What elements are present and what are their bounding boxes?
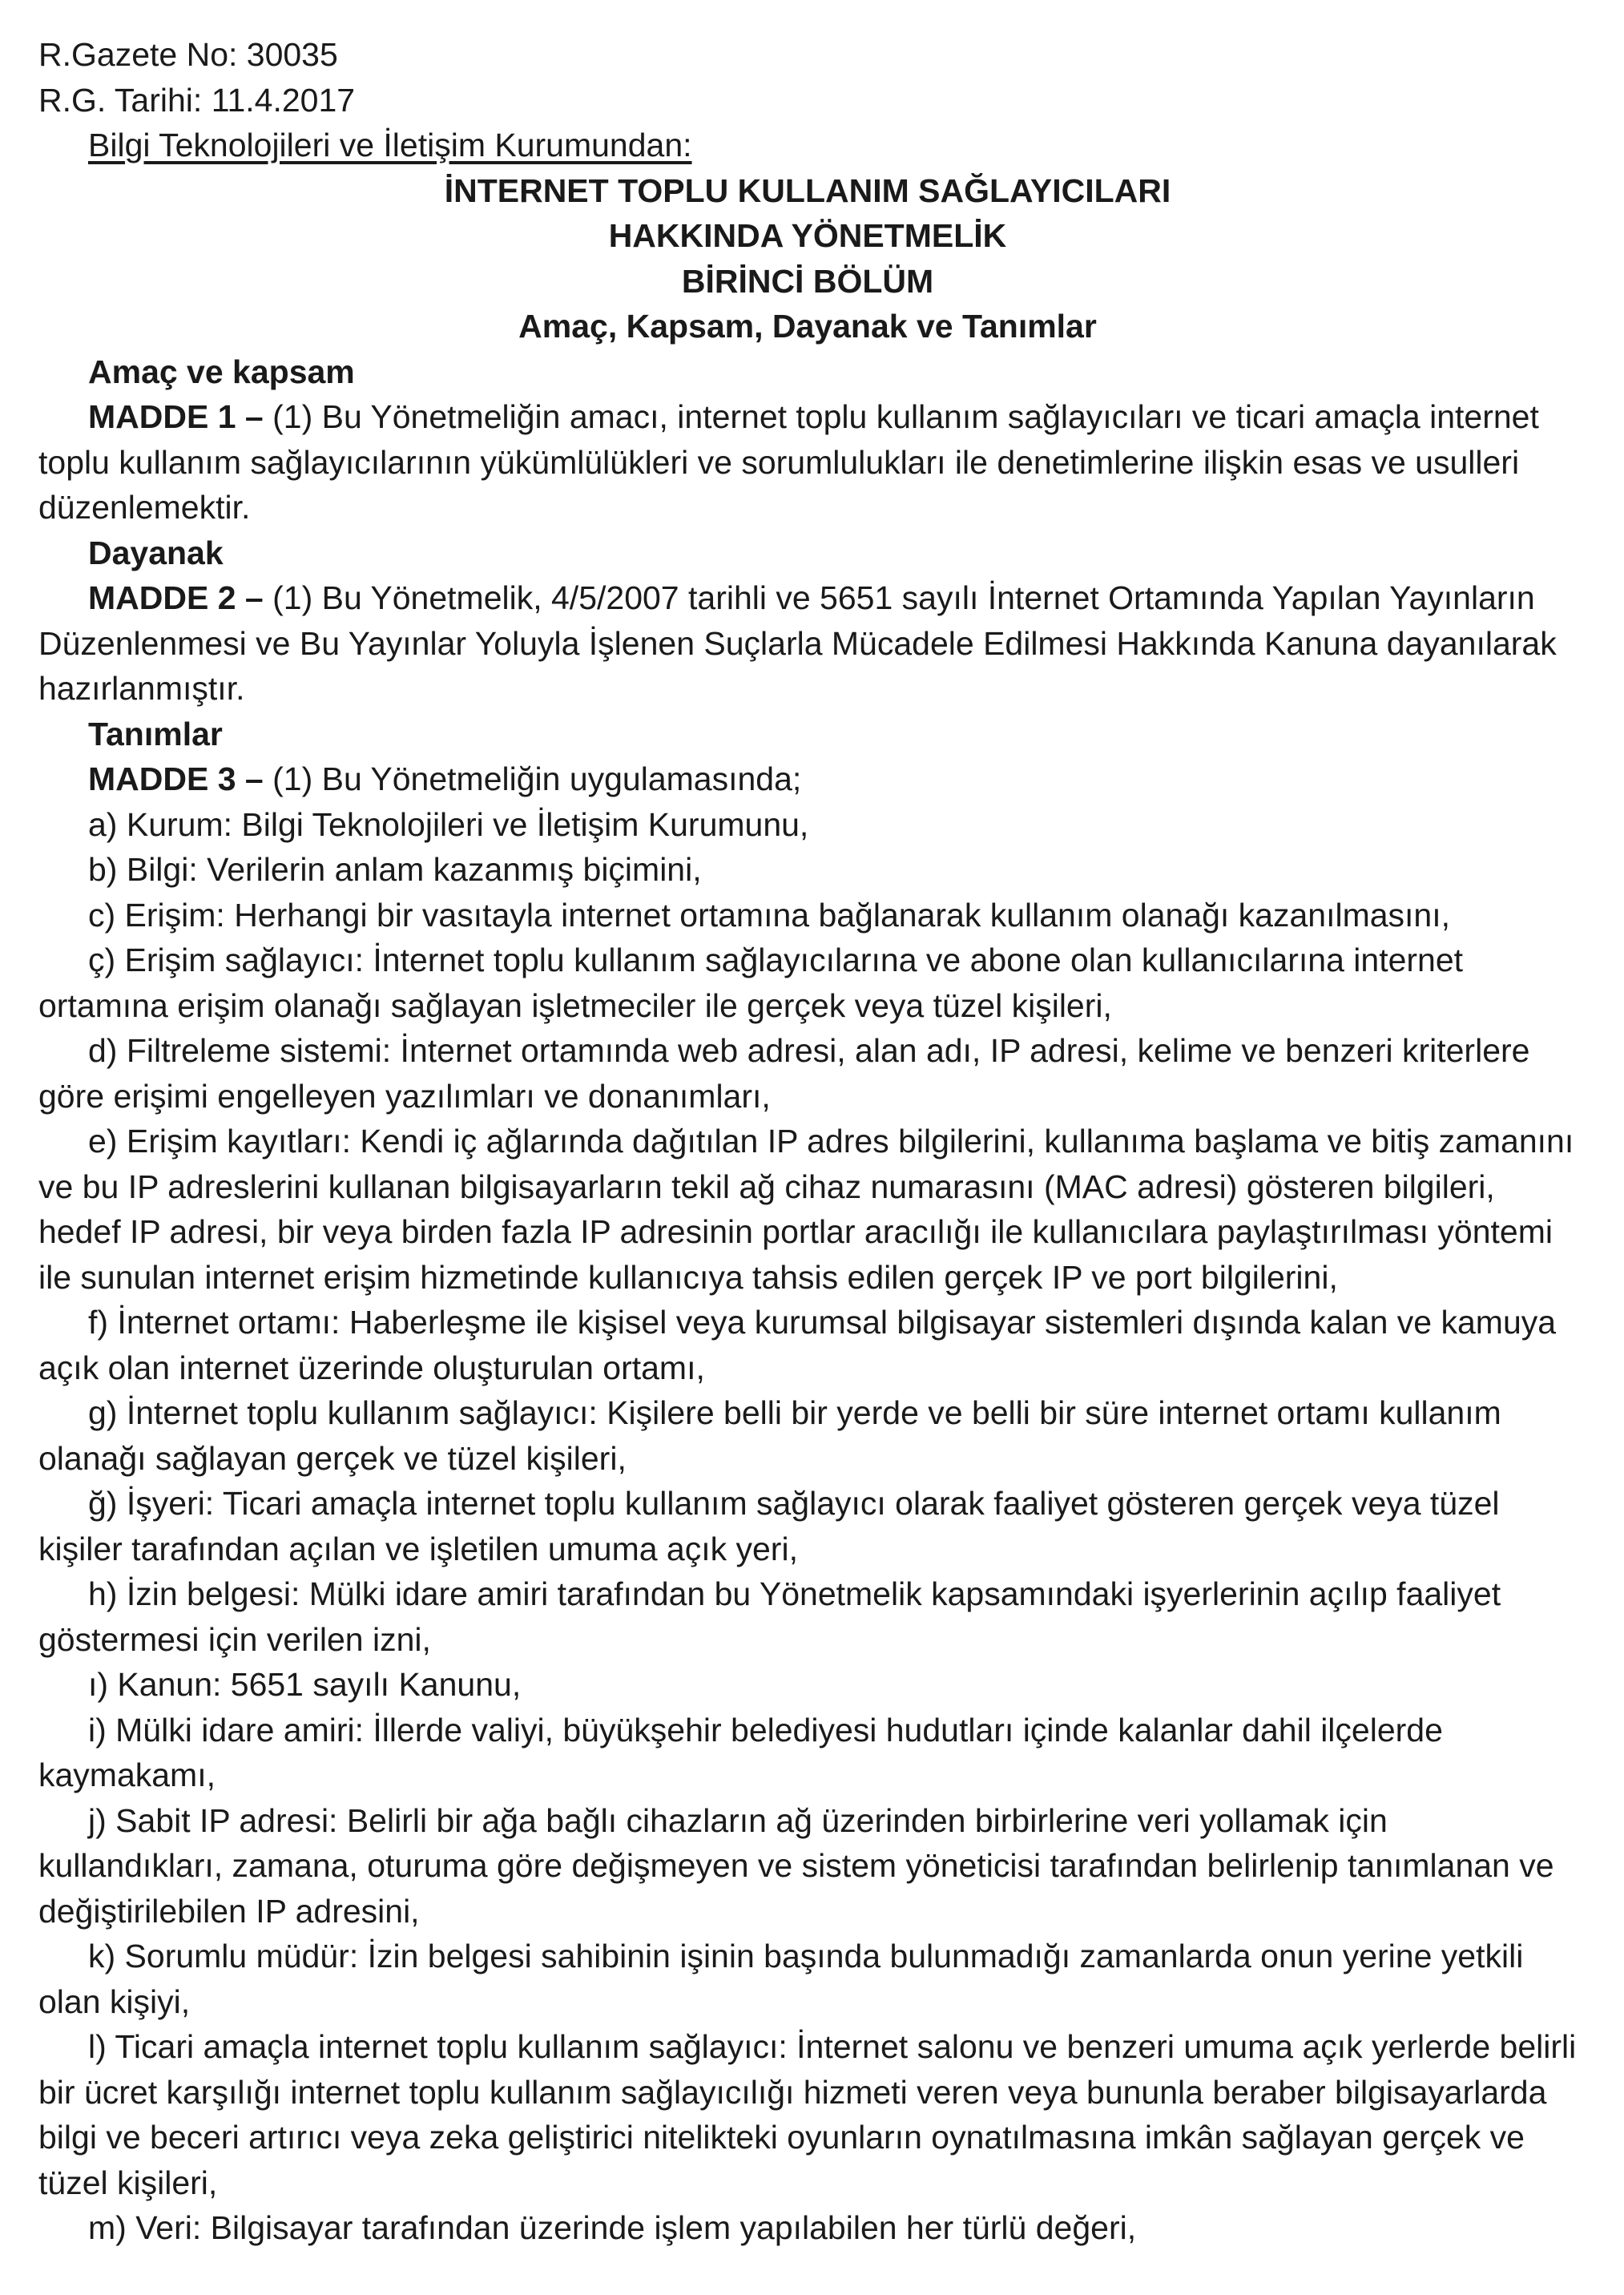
article-2-label: MADDE 2 – bbox=[88, 579, 264, 616]
definition-c: c) Erişim: Herhangi bir vasıtayla internet ortamına bağlanarak kullanım olanağı kazanılmasını, bbox=[88, 896, 1451, 934]
issuing-authority: Bilgi Teknolojileri ve İletişim Kurumundan: bbox=[88, 127, 692, 163]
definition-e: e) Erişim kayıtları: Kendi iç ağlarında dağıtılan IP adres bilgilerini, kullanıma başlama ve bitiş zamanını ve bu IP adreslerini kullanan bilgisayarların tekil ağ cihaz numarasını (MAC adresi) gösteren bilgileri, hedef IP adresi, bir veya birden fazla IP adresinin portlar aracılığı ile kullanıcılara paylaştırılması yöntemi ile sunulan internet erişim hizmetinde kullanıcıya tahsis edilen gerçek IP ve port bilgilerini, bbox=[38, 1123, 1574, 1296]
definition-h: h) İzin belgesi: Mülki idare amiri tarafından bu Yönetmelik kapsamındaki işyerlerinin açılıp faaliyet göstermesi için verilen izni, bbox=[38, 1575, 1501, 1658]
article-3-paragraph bbox=[38, 756, 1577, 802]
regulation-title-line-2: HAKKINDA YÖNETMELİK bbox=[608, 217, 1007, 254]
gazette-date: R.G. Tarihi: 11.4.2017 bbox=[38, 81, 356, 119]
article-1-paragraph bbox=[38, 394, 1577, 530]
definition-m: m) Veri: Bilgisayar tarafından üzerinde işlem yapılabilen her türlü değeri, bbox=[88, 2209, 1137, 2246]
gazette-number: R.Gazete No: 30035 bbox=[38, 36, 338, 73]
article-3-heading: Tanımlar bbox=[88, 715, 223, 752]
document-page bbox=[38, 32, 1577, 2251]
article-1-text: (1) Bu Yönetmeliğin amacı, internet toplu kullanım sağlayıcıları ve ticari amaçla internet toplu kullanım sağlayıcılarının yükümlülükleri ve sorumlulukları ile denetimlerine ilişkin esas ve usulleri düzenlemektir. bbox=[38, 398, 1539, 526]
definition-i: i) Mülki idare amiri: İllerde valiyi, büyükşehir belediyesi hudutları içinde kalanlar dahil ilçelerde kaymakamı, bbox=[38, 1711, 1443, 1793]
definition-g-breve: ğ) İşyeri: Ticari amaçla internet toplu kullanım sağlayıcı olarak faaliyet gösteren gerçek veya tüzel kişiler tarafından açılan ve işletilen umuma açık yeri, bbox=[38, 1485, 1500, 1567]
definition-g: g) İnternet toplu kullanım sağlayıcı: Kişilere belli bir yerde ve belli bir süre internet ortamı kullanım olanağı sağlayan gerçek ve tüzel kişileri, bbox=[38, 1394, 1501, 1477]
article-1-label: MADDE 1 – bbox=[88, 398, 264, 435]
definition-l: l) Ticari amaçla internet toplu kullanım sağlayıcı: İnternet salonu ve benzeri umuma açık yerlerde belirli bir ücret karşılığı internet toplu kullanım sağlayıcılığı hizmeti veren veya bununla beraber bilgisayarlarda bilgi ve beceri artırıcı veya zeka geliştirici nitelikteki oyunların oynatılmasına imkân sağlayan gerçek ve tüzel kişileri, bbox=[38, 2028, 1577, 2201]
definition-b: b) Bilgi: Verilerin anlam kazanmış biçimini, bbox=[88, 851, 702, 888]
article-2-heading: Dayanak bbox=[88, 534, 224, 571]
article-3-label: MADDE 3 – bbox=[88, 760, 264, 797]
article-2-paragraph bbox=[38, 575, 1577, 712]
regulation-title-line-1: İNTERNET TOPLU KULLANIM SAĞLAYICILARI bbox=[444, 171, 1171, 209]
definition-a: a) Kurum: Bilgi Teknolojileri ve İletişim Kurumunu, bbox=[88, 805, 809, 843]
definition-dotless-i: ı) Kanun: 5651 sayılı Kanunu, bbox=[88, 1666, 522, 1703]
section-title: Amaç, Kapsam, Dayanak ve Tanımlar bbox=[518, 308, 1097, 345]
definition-f: f) İnternet ortamı: Haberleşme ile kişisel veya kurumsal bilgisayar sistemleri dışında kalan ve kamuya açık olan internet üzerinde oluşturulan ortamı, bbox=[38, 1304, 1557, 1386]
definition-j: j) Sabit IP adresi: Belirli bir ağa bağlı cihazların ağ üzerinden birbirlerine veri yollamak için kullandıkları, zamana, oturuma göre değişmeyen ve sistem yöneticisi tarafından belirlenip tanımlanan ve değiştirilebilen IP adresini, bbox=[38, 1801, 1554, 1930]
article-3-text: (1) Bu Yönetmeliğin uygulamasında; bbox=[263, 760, 802, 797]
definition-k: k) Sorumlu müdür: İzin belgesi sahibinin işinin başında bulunmadığı zamanlarda onun yerine yetkili olan kişiyi, bbox=[38, 1938, 1524, 2020]
article-1-heading: Amaç ve kapsam bbox=[88, 353, 355, 390]
definition-c-cedilla: ç) Erişim sağlayıcı: İnternet toplu kullanım sağlayıcılarına ve abone olan kullanıcılarına internet ortamına erişim olanağı sağlayan işletmeciler ile gerçek veya tüzel kişileri, bbox=[38, 942, 1464, 1024]
section-number: BİRİNCİ BÖLÜM bbox=[681, 262, 934, 300]
article-2-text: (1) Bu Yönetmelik, 4/5/2007 tarihli ve 5651 sayılı İnternet Ortamında Yapılan Yayınların Düzenlenmesi ve Bu Yayınlar Yoluyla İşlenen Suçlarla Mücadele Edilmesi Hakkında Kanuna dayanılarak hazırlanmıştır. bbox=[38, 579, 1557, 707]
definition-d: d) Filtreleme sistemi: İnternet ortamında web adresi, alan adı, IP adresi, kelime ve benzeri kriterlere göre erişimi engelleyen yazılımları ve donanımları, bbox=[38, 1032, 1530, 1115]
